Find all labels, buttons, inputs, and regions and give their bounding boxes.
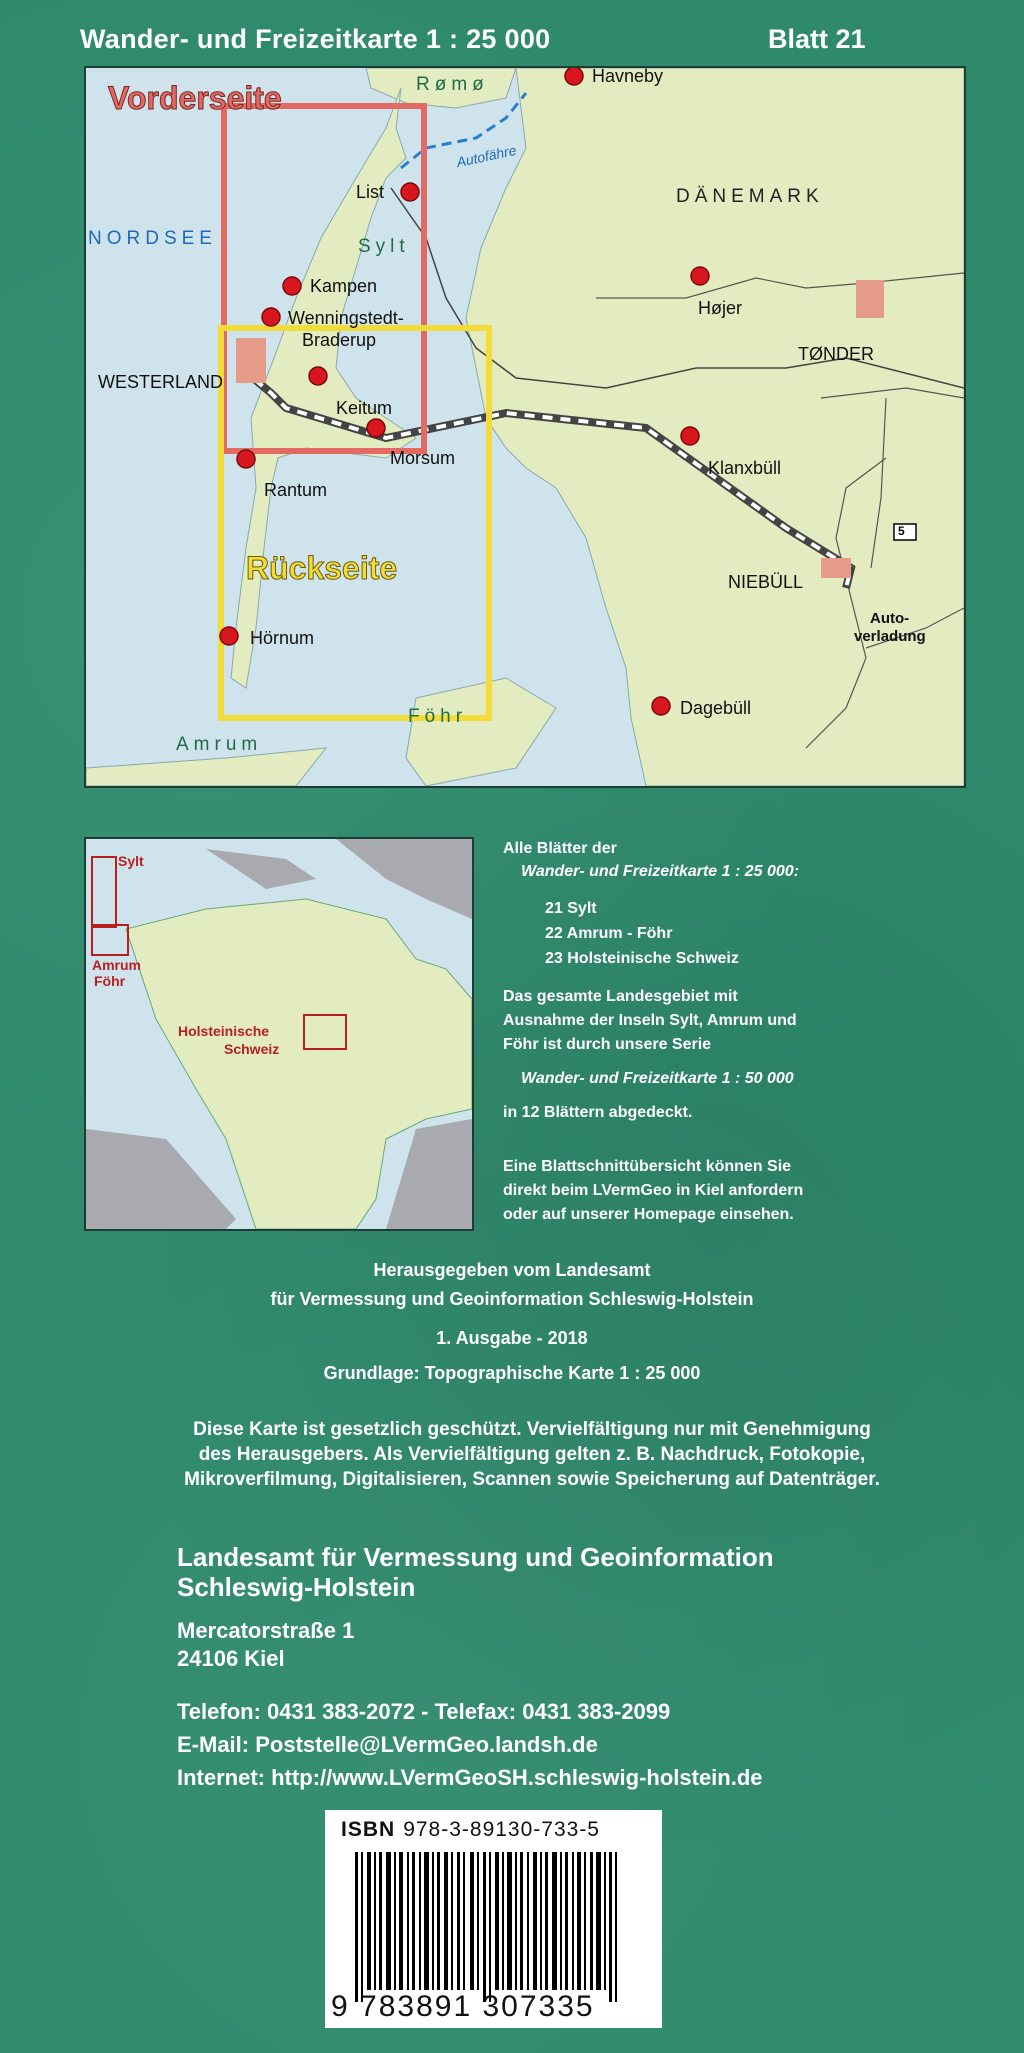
legal-line-1: Diese Karte ist gesetzlich geschützt. Vervielfältigung nur mit Genehmigung	[193, 1419, 871, 1440]
inset-amrum-label: Amrum	[92, 957, 142, 973]
klanxbull-dot	[681, 427, 699, 445]
publisher-line-1: Herausgegeben vom Landesamt	[373, 1260, 651, 1280]
denmark-label: DÄNEMARK	[676, 186, 824, 207]
hojer-label: Højer	[698, 298, 742, 318]
romo-label: Rømø	[416, 74, 489, 95]
postal-address	[177, 1617, 354, 1673]
hojer-dot	[691, 267, 709, 285]
westerland-label: WESTERLAND	[98, 372, 224, 392]
website[interactable]: Internet: http://www.LVermGeoSH.schleswig-holstein.de	[177, 1765, 763, 1790]
fohr-label: Föhr	[408, 706, 468, 727]
rantum-dot	[237, 450, 255, 468]
inset-schweiz-label: Schweiz	[224, 1041, 280, 1057]
inset-sylt-label: Sylt	[118, 853, 144, 869]
kampen-label: Kampen	[310, 276, 378, 296]
edition: 1. Ausgabe - 2018	[436, 1328, 588, 1348]
list-label: List	[356, 182, 385, 202]
back-side-label: Rückseite	[246, 550, 398, 586]
org-line-2: Schleswig-Holstein	[177, 1572, 416, 1602]
hornum-label: Hörnum	[250, 628, 315, 648]
overview-map-graphic	[86, 839, 472, 1229]
north-sea-label: NORDSEE	[88, 228, 217, 249]
morsum-label: Morsum	[390, 448, 456, 468]
sheet-item-23: 23 Holsteinische Schweiz	[545, 950, 739, 967]
havneby-dot	[565, 68, 583, 85]
sheet-item-22: 22 Amrum - Föhr	[545, 925, 673, 942]
keitum-label: Keitum	[336, 398, 393, 418]
legal-line-2: des Herausgebers. Als Vervielfältigung gelten z. B. Nachdruck, Fotokopie,	[198, 1444, 866, 1465]
kampen-dot	[283, 277, 301, 295]
header-title: Wander- und Freizeitkarte 1 : 25 000	[80, 24, 551, 54]
main-map-graphic	[86, 68, 964, 786]
dagebull-label: Dagebüll	[680, 698, 752, 718]
series-intro: Alle Blätter der	[503, 840, 617, 857]
series-title: Wander- und Freizeitkarte 1 : 25 000:	[521, 863, 800, 880]
city: 24106 Kiel	[177, 1646, 285, 1671]
coverage-line-3: Föhr ist durch unsere Serie	[503, 1036, 712, 1053]
hornum-dot	[220, 627, 238, 645]
braderup-label: Braderup	[302, 330, 377, 350]
sheet-item-21: 21 Sylt	[545, 900, 597, 917]
basis: Grundlage: Topographische Karte 1 : 25 000	[323, 1363, 701, 1383]
organization-name	[177, 1542, 774, 1602]
inset-holsteinische-label: Holsteinische	[178, 1023, 270, 1039]
coverage-line-2: Ausnahme der Inseln Sylt, Amrum und	[503, 1012, 797, 1029]
sylt-label: Sylt	[358, 236, 410, 257]
contact-info	[177, 1695, 763, 1794]
inset-fohr-label: Föhr	[94, 973, 126, 989]
street: Mercatorstraße 1	[177, 1618, 355, 1643]
keitum-dot	[309, 367, 327, 385]
isbn-barcode	[325, 1810, 662, 2028]
org-line-1: Landesamt für Vermessung und Geoinformation	[177, 1542, 774, 1572]
phone-fax: Telefon: 0431 383-2072 - Telefax: 0431 383-2099	[177, 1699, 671, 1724]
amrum-label: Amrum	[176, 734, 263, 755]
tonder-label: TØNDER	[798, 344, 874, 364]
autoverladung-line1: Auto-	[870, 610, 910, 627]
niebull-label: NIEBÜLL	[728, 572, 804, 592]
rantum-label: Rantum	[264, 480, 328, 500]
coverage-line-1: Das gesamte Landesgebiet mit	[503, 988, 738, 1005]
ean-digits: 9 783891 307335	[331, 1990, 595, 2023]
sheet-number: Blatt 21	[768, 24, 866, 54]
autoverladung-line2: verladung	[854, 628, 926, 645]
publisher-line-2: für Vermessung und Geoinformation Schleswig-Holstein	[270, 1289, 754, 1309]
coverage-end: in 12 Blättern abgedeckt.	[503, 1104, 693, 1121]
isbn-number: 978-3-89130-733-5	[403, 1818, 600, 1841]
dagebull-dot	[652, 697, 670, 715]
car-ferry-label: Autofähre	[455, 141, 518, 171]
overview-line-3: oder auf unserer Homepage einsehen.	[503, 1206, 794, 1223]
overview-line-2: direkt beim LVermGeo in Kiel anfordern	[503, 1182, 804, 1199]
overview-line-1: Eine Blattschnittübersicht können Sie	[503, 1158, 792, 1175]
front-side-label: Vorderseite	[108, 80, 282, 116]
wenningstedt-dot	[262, 308, 280, 326]
main-map	[84, 66, 966, 788]
isbn-label: ISBN	[341, 1818, 396, 1841]
overview-map	[84, 837, 474, 1231]
email[interactable]: E-Mail: Poststelle@LVermGeo.landsh.de	[177, 1732, 598, 1757]
list-dot	[401, 183, 419, 201]
road-5-label: 5	[898, 524, 905, 538]
havneby-label: Havneby	[592, 66, 664, 86]
coverage-series: Wander- und Freizeitkarte 1 : 50 000	[521, 1070, 794, 1087]
legal-line-3: Mikroverfilmung, Digitalisieren, Scannen sowie Speicherung auf Datenträger.	[184, 1469, 880, 1490]
klanxbull-label: Klanxbüll	[708, 458, 782, 478]
wenningstedt-label: Wenningstedt-	[288, 308, 404, 328]
morsum-dot	[367, 419, 385, 437]
